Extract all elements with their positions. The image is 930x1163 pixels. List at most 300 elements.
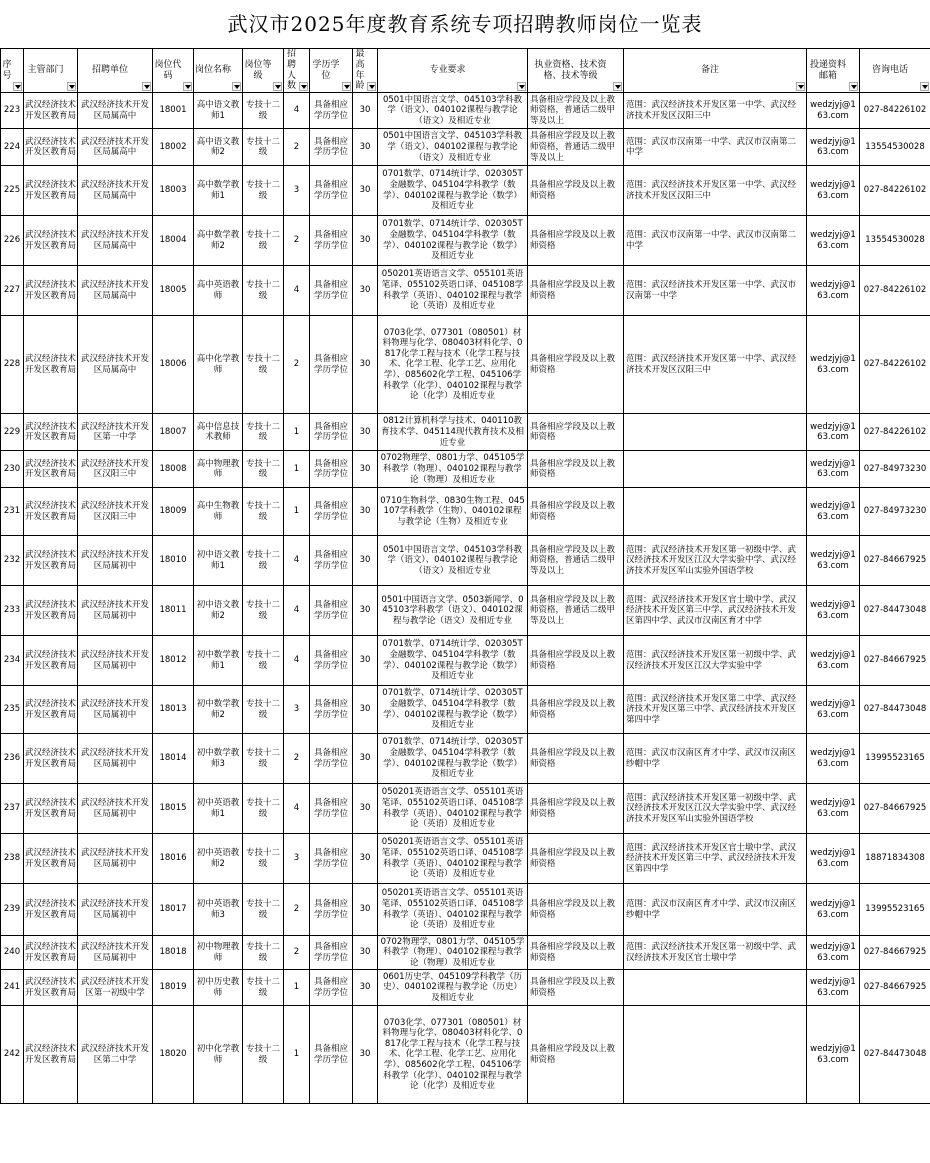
empty-cell[interactable] (860, 1104, 930, 1160)
qualification-cell[interactable]: 具备相应学段及以上教师资格 (528, 734, 624, 784)
max-age-cell[interactable]: 30 (353, 686, 378, 734)
post-code-cell[interactable]: 18008 (153, 451, 194, 488)
headcount-cell[interactable]: 3 (284, 166, 310, 216)
post-level-cell[interactable]: 专技十二级 (243, 636, 284, 686)
post-name-cell[interactable]: 初中数学教师1 (194, 636, 243, 686)
empty-cell[interactable] (624, 1104, 807, 1160)
degree-cell[interactable]: 具备相应学历学位 (310, 536, 353, 586)
major-cell[interactable]: 0501中国语言文学、045103学科教学（语文）、040102课程与教学论（语文）及相近专业 (378, 536, 528, 586)
dept-cell[interactable]: 武汉经济技术开发区教育局 (24, 686, 78, 734)
phone-cell[interactable]: 027-84973230 (860, 488, 930, 536)
empty-cell[interactable] (807, 1104, 860, 1160)
note-cell[interactable] (624, 451, 807, 488)
qualification-cell[interactable]: 具备相应学段及以上教师资格 (528, 216, 624, 266)
note-cell[interactable]: 范围：武汉经济技术开发区第一初级中学、武汉经济技术开发区官士墩中学 (624, 936, 807, 970)
post-code-cell[interactable]: 18001 (153, 93, 194, 129)
phone-cell[interactable]: 027-84667925 (860, 936, 930, 970)
note-cell[interactable] (624, 1006, 807, 1104)
unit-cell[interactable]: 武汉经济技术开发区局属高中 (78, 266, 153, 316)
header-cell[interactable]: 投递资料邮箱 (807, 49, 860, 93)
post-name-cell[interactable]: 初中英语教师2 (194, 834, 243, 884)
empty-cell[interactable] (194, 1104, 243, 1160)
major-cell[interactable]: 0501中国语言文学、0503新闻学、045103学科教学（语文）、040102课程与教学论（语文）及相近专业 (378, 586, 528, 636)
dept-cell[interactable]: 武汉经济技术开发区教育局 (24, 784, 78, 834)
degree-cell[interactable]: 具备相应学历学位 (310, 586, 353, 636)
headcount-cell[interactable]: 1 (284, 1006, 310, 1104)
post-level-cell[interactable]: 专技十二级 (243, 884, 284, 936)
max-age-cell[interactable]: 30 (353, 414, 378, 451)
dept-cell[interactable]: 武汉经济技术开发区教育局 (24, 451, 78, 488)
degree-cell[interactable]: 具备相应学历学位 (310, 451, 353, 488)
phone-cell[interactable]: 027-84473048 (860, 686, 930, 734)
unit-cell[interactable]: 武汉经济技术开发区第二中学 (78, 1006, 153, 1104)
phone-cell[interactable]: 18871834308 (860, 834, 930, 884)
row-number[interactable]: 236 (1, 734, 24, 784)
dept-cell[interactable]: 武汉经济技术开发区教育局 (24, 166, 78, 216)
email-cell[interactable]: wedzjyj@163.com (807, 1006, 860, 1104)
unit-cell[interactable]: 武汉经济技术开发区局属初中 (78, 636, 153, 686)
note-cell[interactable] (624, 970, 807, 1006)
note-cell[interactable]: 范围：武汉经济技术开发区第一初级中学、武汉经济技术开发区江汉大学实验中学、武汉经济技术开发区军山实验外国语学校 (624, 536, 807, 586)
max-age-cell[interactable]: 30 (353, 316, 378, 414)
note-cell[interactable]: 范围：武汉市汉南第一中学、武汉市汉南第二中学 (624, 216, 807, 266)
phone-cell[interactable]: 027-84473048 (860, 1006, 930, 1104)
dept-cell[interactable]: 武汉经济技术开发区教育局 (24, 316, 78, 414)
degree-cell[interactable]: 具备相应学历学位 (310, 316, 353, 414)
post-level-cell[interactable]: 专技十二级 (243, 166, 284, 216)
post-level-cell[interactable]: 专技十二级 (243, 536, 284, 586)
degree-cell[interactable]: 具备相应学历学位 (310, 734, 353, 784)
post-code-cell[interactable]: 18009 (153, 488, 194, 536)
email-cell[interactable]: wedzjyj@163.com (807, 936, 860, 970)
degree-cell[interactable]: 具备相应学历学位 (310, 884, 353, 936)
header-cell[interactable]: 岗位等级 (243, 49, 284, 93)
post-name-cell[interactable]: 初中历史教师 (194, 970, 243, 1006)
unit-cell[interactable]: 武汉经济技术开发区局属高中 (78, 216, 153, 266)
dept-cell[interactable]: 武汉经济技术开发区教育局 (24, 266, 78, 316)
degree-cell[interactable]: 具备相应学历学位 (310, 686, 353, 734)
empty-cell[interactable] (284, 1104, 310, 1160)
filter-dropdown-icon[interactable] (299, 82, 308, 91)
email-cell[interactable]: wedzjyj@163.com (807, 784, 860, 834)
qualification-cell[interactable]: 具备相应学段及以上教师资格 (528, 884, 624, 936)
headcount-cell[interactable]: 2 (284, 734, 310, 784)
row-number[interactable]: 223 (1, 93, 24, 129)
post-level-cell[interactable]: 专技十二级 (243, 129, 284, 166)
filter-dropdown-icon[interactable] (613, 82, 622, 91)
major-cell[interactable]: 0701数学、0714统计学、020305T金融数学、045104学科教学（数学）、040102课程与教学论（数学）及相近专业 (378, 636, 528, 686)
degree-cell[interactable]: 具备相应学历学位 (310, 834, 353, 884)
degree-cell[interactable]: 具备相应学历学位 (310, 936, 353, 970)
degree-cell[interactable]: 具备相应学历学位 (310, 216, 353, 266)
post-code-cell[interactable]: 18012 (153, 636, 194, 686)
major-cell[interactable]: 050201英语语言文学、055101英语笔译、055102英语口译、045108学科教学（英语）、040102课程与教学论（英语）及相近专业 (378, 884, 528, 936)
max-age-cell[interactable]: 30 (353, 451, 378, 488)
qualification-cell[interactable]: 具备相应学段及以上教师资格 (528, 834, 624, 884)
post-code-cell[interactable]: 18006 (153, 316, 194, 414)
post-level-cell[interactable]: 专技十二级 (243, 586, 284, 636)
phone-cell[interactable]: 027-84667925 (860, 970, 930, 1006)
email-cell[interactable]: wedzjyj@163.com (807, 266, 860, 316)
degree-cell[interactable]: 具备相应学历学位 (310, 414, 353, 451)
post-name-cell[interactable]: 高中数学教师2 (194, 216, 243, 266)
max-age-cell[interactable]: 30 (353, 970, 378, 1006)
email-cell[interactable]: wedzjyj@163.com (807, 451, 860, 488)
phone-cell[interactable]: 027-84226102 (860, 166, 930, 216)
max-age-cell[interactable]: 30 (353, 536, 378, 586)
qualification-cell[interactable]: 具备相应学段及以上教师资格 (528, 784, 624, 834)
row-number[interactable]: 232 (1, 536, 24, 586)
note-cell[interactable]: 范围：武汉市汉南区育才中学、武汉市汉南区纱帽中学 (624, 734, 807, 784)
empty-cell[interactable] (378, 1104, 528, 1160)
email-cell[interactable]: wedzjyj@163.com (807, 970, 860, 1006)
email-cell[interactable]: wedzjyj@163.com (807, 488, 860, 536)
empty-cell[interactable] (528, 1104, 624, 1160)
headcount-cell[interactable]: 4 (284, 536, 310, 586)
post-name-cell[interactable]: 高中数学教师1 (194, 166, 243, 216)
post-code-cell[interactable]: 18010 (153, 536, 194, 586)
headcount-cell[interactable]: 1 (284, 414, 310, 451)
qualification-cell[interactable]: 具备相应学段及以上教师资格 (528, 451, 624, 488)
phone-cell[interactable]: 027-84667925 (860, 784, 930, 834)
header-cell[interactable]: 执业资格、技术资格、技术等级 (528, 49, 624, 93)
phone-cell[interactable]: 027-84667925 (860, 536, 930, 586)
dept-cell[interactable]: 武汉经济技术开发区教育局 (24, 884, 78, 936)
major-cell[interactable]: 0501中国语言文学、045103学科教学（语文）、040102课程与教学论（语文）及相近专业 (378, 129, 528, 166)
phone-cell[interactable]: 027-84973230 (860, 451, 930, 488)
post-level-cell[interactable]: 专技十二级 (243, 266, 284, 316)
post-name-cell[interactable]: 初中英语教师1 (194, 784, 243, 834)
degree-cell[interactable]: 具备相应学历学位 (310, 166, 353, 216)
max-age-cell[interactable]: 30 (353, 1006, 378, 1104)
post-level-cell[interactable]: 专技十二级 (243, 784, 284, 834)
unit-cell[interactable]: 武汉经济技术开发区局属初中 (78, 784, 153, 834)
max-age-cell[interactable]: 30 (353, 488, 378, 536)
header-cell[interactable]: 备注 (624, 49, 807, 93)
dept-cell[interactable]: 武汉经济技术开发区教育局 (24, 93, 78, 129)
note-cell[interactable]: 范围：武汉经济技术开发区第一初级中学、武汉经济技术开发区江汉大学实验中学 (624, 636, 807, 686)
post-code-cell[interactable]: 18004 (153, 216, 194, 266)
unit-cell[interactable]: 武汉经济技术开发区第一初级中学 (78, 970, 153, 1006)
post-level-cell[interactable]: 专技十二级 (243, 1006, 284, 1104)
post-name-cell[interactable]: 高中语文教师1 (194, 93, 243, 129)
max-age-cell[interactable]: 30 (353, 586, 378, 636)
post-level-cell[interactable]: 专技十二级 (243, 834, 284, 884)
max-age-cell[interactable]: 30 (353, 884, 378, 936)
post-name-cell[interactable]: 初中数学教师3 (194, 734, 243, 784)
headcount-cell[interactable]: 2 (284, 884, 310, 936)
qualification-cell[interactable]: 具备相应学段及以上教师资格 (528, 316, 624, 414)
dept-cell[interactable]: 武汉经济技术开发区教育局 (24, 536, 78, 586)
dept-cell[interactable]: 武汉经济技术开发区教育局 (24, 1006, 78, 1104)
note-cell[interactable]: 范围：武汉经济技术开发区第一中学、武汉经济技术开发区汉阳三中 (624, 166, 807, 216)
phone-cell[interactable]: 027-84226102 (860, 414, 930, 451)
note-cell[interactable]: 范围：武汉市汉南第一中学、武汉市汉南第二中学 (624, 129, 807, 166)
row-number[interactable]: 241 (1, 970, 24, 1006)
filter-dropdown-icon[interactable] (920, 82, 929, 91)
major-cell[interactable]: 0703化学、077301（080501）材料物理与化学、080403材料化学、0817化学工程与技术（化学工程与技术、化学工程、化学工艺、应用化学）、085602化学工程、045106学科教学（化学）、040102课程与教学论（化学）及相近专业 (378, 1006, 528, 1104)
post-code-cell[interactable]: 18014 (153, 734, 194, 784)
row-number[interactable]: 229 (1, 414, 24, 451)
filter-dropdown-icon[interactable] (796, 82, 805, 91)
post-level-cell[interactable]: 专技十二级 (243, 451, 284, 488)
post-code-cell[interactable]: 18015 (153, 784, 194, 834)
post-level-cell[interactable]: 专技十二级 (243, 970, 284, 1006)
dept-cell[interactable]: 武汉经济技术开发区教育局 (24, 216, 78, 266)
empty-cell[interactable] (243, 1104, 284, 1160)
post-name-cell[interactable]: 初中语文教师2 (194, 586, 243, 636)
header-cell[interactable]: 招聘单位 (78, 49, 153, 93)
post-name-cell[interactable]: 初中语文教师1 (194, 536, 243, 586)
post-code-cell[interactable]: 18005 (153, 266, 194, 316)
dept-cell[interactable]: 武汉经济技术开发区教育局 (24, 414, 78, 451)
unit-cell[interactable]: 武汉经济技术开发区汉阳三中 (78, 488, 153, 536)
post-code-cell[interactable]: 18017 (153, 884, 194, 936)
filter-dropdown-icon[interactable] (367, 82, 376, 91)
email-cell[interactable]: wedzjyj@163.com (807, 536, 860, 586)
headcount-cell[interactable]: 2 (284, 129, 310, 166)
phone-cell[interactable]: 13554530028 (860, 216, 930, 266)
phone-cell[interactable]: 13554530028 (860, 129, 930, 166)
major-cell[interactable]: 0812计算机科学与技术、040110教育技术学、045114现代教育技术及相近专业 (378, 414, 528, 451)
dept-cell[interactable]: 武汉经济技术开发区教育局 (24, 734, 78, 784)
filter-dropdown-icon[interactable] (232, 82, 241, 91)
email-cell[interactable]: wedzjyj@163.com (807, 734, 860, 784)
row-number[interactable]: 237 (1, 784, 24, 834)
post-name-cell[interactable]: 高中语文教师2 (194, 129, 243, 166)
degree-cell[interactable]: 具备相应学历学位 (310, 129, 353, 166)
row-number[interactable]: 226 (1, 216, 24, 266)
unit-cell[interactable]: 武汉经济技术开发区局属初中 (78, 834, 153, 884)
headcount-cell[interactable]: 1 (284, 488, 310, 536)
dept-cell[interactable]: 武汉经济技术开发区教育局 (24, 129, 78, 166)
email-cell[interactable]: wedzjyj@163.com (807, 316, 860, 414)
degree-cell[interactable]: 具备相应学历学位 (310, 784, 353, 834)
unit-cell[interactable]: 武汉经济技术开发区第一中学 (78, 414, 153, 451)
qualification-cell[interactable]: 具备相应学段及以上教师资格 (528, 686, 624, 734)
header-cell[interactable]: 岗位代码 (153, 49, 194, 93)
empty-cell[interactable] (353, 1104, 378, 1160)
qualification-cell[interactable]: 具备相应学段及以上教师资格，普通话二级甲等及以上 (528, 93, 624, 129)
phone-cell[interactable]: 027-84473048 (860, 586, 930, 636)
dept-cell[interactable]: 武汉经济技术开发区教育局 (24, 586, 78, 636)
row-number[interactable]: 240 (1, 936, 24, 970)
qualification-cell[interactable]: 具备相应学段及以上教师资格 (528, 414, 624, 451)
empty-cell[interactable] (24, 1104, 78, 1160)
unit-cell[interactable]: 武汉经济技术开发区局属高中 (78, 93, 153, 129)
unit-cell[interactable]: 武汉经济技术开发区局属初中 (78, 686, 153, 734)
row-number[interactable]: 227 (1, 266, 24, 316)
post-level-cell[interactable]: 专技十二级 (243, 936, 284, 970)
row-number[interactable]: 224 (1, 129, 24, 166)
post-name-cell[interactable]: 高中信息技术教师 (194, 414, 243, 451)
dept-cell[interactable]: 武汉经济技术开发区教育局 (24, 834, 78, 884)
note-cell[interactable]: 范围：武汉经济技术开发区官士墩中学、武汉经济技术开发区第三中学、武汉经济技术开发区第四中学 (624, 834, 807, 884)
unit-cell[interactable]: 武汉经济技术开发区局属初中 (78, 536, 153, 586)
headcount-cell[interactable]: 4 (284, 784, 310, 834)
headcount-cell[interactable]: 1 (284, 970, 310, 1006)
major-cell[interactable]: 0703化学、077301（080501）材料物理与化学、080403材料化学、0817化学工程与技术（化学工程与技术、化学工程、化学工艺、应用化学）、085602化学工程、045106学科教学（化学）、040102课程与教学论（化学）及相近专业 (378, 316, 528, 414)
email-cell[interactable]: wedzjyj@163.com (807, 884, 860, 936)
post-level-cell[interactable]: 专技十二级 (243, 316, 284, 414)
major-cell[interactable]: 0710生物科学、0830生物工程、045107学科教学（生物）、040102课程与教学论（生物）及相近专业 (378, 488, 528, 536)
qualification-cell[interactable]: 具备相应学段及以上教师资格，普通话二级甲等及以上 (528, 586, 624, 636)
note-cell[interactable] (624, 414, 807, 451)
max-age-cell[interactable]: 30 (353, 784, 378, 834)
header-cell[interactable]: 序号 (1, 49, 24, 93)
row-number[interactable]: 238 (1, 834, 24, 884)
headcount-cell[interactable]: 2 (284, 216, 310, 266)
filter-dropdown-icon[interactable] (67, 82, 76, 91)
headcount-cell[interactable]: 4 (284, 266, 310, 316)
max-age-cell[interactable]: 30 (353, 936, 378, 970)
dept-cell[interactable]: 武汉经济技术开发区教育局 (24, 970, 78, 1006)
row-number[interactable]: 231 (1, 488, 24, 536)
post-code-cell[interactable]: 18018 (153, 936, 194, 970)
post-name-cell[interactable]: 高中化学教师 (194, 316, 243, 414)
row-number[interactable]: 225 (1, 166, 24, 216)
header-cell[interactable]: 岗位名称 (194, 49, 243, 93)
post-code-cell[interactable]: 18013 (153, 686, 194, 734)
post-name-cell[interactable]: 高中物理教师 (194, 451, 243, 488)
major-cell[interactable]: 050201英语语言文学、055101英语笔译、055102英语口译、045108学科教学（英语）、040102课程与教学论（英语）及相近专业 (378, 834, 528, 884)
phone-cell[interactable]: 027-84226102 (860, 316, 930, 414)
header-cell[interactable]: 招聘人数 (284, 49, 310, 93)
headcount-cell[interactable]: 2 (284, 316, 310, 414)
major-cell[interactable]: 0701数学、0714统计学、020305T金融数学、045104学科教学（数学）、040102课程与教学论（数学）及相近专业 (378, 686, 528, 734)
note-cell[interactable]: 范围：武汉经济技术开发区第一中学、武汉经济技术开发区汉阳三中 (624, 93, 807, 129)
major-cell[interactable]: 050201英语语言文学、055101英语笔译、055102英语口译、045108学科教学（英语）、040102课程与教学论（英语）及相近专业 (378, 784, 528, 834)
degree-cell[interactable]: 具备相应学历学位 (310, 970, 353, 1006)
unit-cell[interactable]: 武汉经济技术开发区局属初中 (78, 734, 153, 784)
email-cell[interactable]: wedzjyj@163.com (807, 834, 860, 884)
email-cell[interactable]: wedzjyj@163.com (807, 686, 860, 734)
filter-dropdown-icon[interactable] (183, 82, 192, 91)
unit-cell[interactable]: 武汉经济技术开发区局属初中 (78, 936, 153, 970)
row-number[interactable]: 233 (1, 586, 24, 636)
major-cell[interactable]: 0702物理学、0801力学、045105学科教学（物理）、040102课程与教学论（物理）及相近专业 (378, 936, 528, 970)
row-number[interactable]: 234 (1, 636, 24, 686)
header-cell[interactable]: 咨询电话 (860, 49, 930, 93)
filter-dropdown-icon[interactable] (517, 82, 526, 91)
note-cell[interactable]: 范围：武汉经济技术开发区第一中学、武汉经济技术开发区汉阳三中 (624, 316, 807, 414)
empty-cell[interactable] (78, 1104, 153, 1160)
note-cell[interactable]: 范围：武汉经济技术开发区官士墩中学、武汉经济技术开发区第三中学、武汉经济技术开发区第四中学、武汉市汉南区育才中学 (624, 586, 807, 636)
degree-cell[interactable]: 具备相应学历学位 (310, 93, 353, 129)
header-cell[interactable]: 学历学位 (310, 49, 353, 93)
dept-cell[interactable]: 武汉经济技术开发区教育局 (24, 636, 78, 686)
unit-cell[interactable]: 武汉经济技术开发区汉阳三中 (78, 451, 153, 488)
filter-dropdown-icon[interactable] (273, 82, 282, 91)
row-number[interactable]: 239 (1, 884, 24, 936)
qualification-cell[interactable]: 具备相应学段及以上教师资格 (528, 166, 624, 216)
unit-cell[interactable]: 武汉经济技术开发区局属高中 (78, 129, 153, 166)
headcount-cell[interactable]: 1 (284, 451, 310, 488)
row-number[interactable]: 235 (1, 686, 24, 734)
note-cell[interactable]: 范围：武汉经济技术开发区第一初级中学、武汉经济技术开发区江汉大学实验中学、武汉经济技术开发区军山实验外国语学校 (624, 784, 807, 834)
headcount-cell[interactable]: 3 (284, 686, 310, 734)
phone-cell[interactable]: 027-84226102 (860, 93, 930, 129)
empty-cell[interactable] (1, 1104, 24, 1160)
dept-cell[interactable]: 武汉经济技术开发区教育局 (24, 488, 78, 536)
email-cell[interactable]: wedzjyj@163.com (807, 414, 860, 451)
qualification-cell[interactable]: 具备相应学段及以上教师资格 (528, 1006, 624, 1104)
degree-cell[interactable]: 具备相应学历学位 (310, 1006, 353, 1104)
qualification-cell[interactable]: 具备相应学段及以上教师资格，普通话二级甲等及以上 (528, 536, 624, 586)
post-level-cell[interactable]: 专技十二级 (243, 488, 284, 536)
post-code-cell[interactable]: 18019 (153, 970, 194, 1006)
qualification-cell[interactable]: 具备相应学段及以上教师资格 (528, 488, 624, 536)
filter-dropdown-icon[interactable] (342, 82, 351, 91)
unit-cell[interactable]: 武汉经济技术开发区局属初中 (78, 586, 153, 636)
major-cell[interactable]: 0702物理学、0801力学、045105学科教学（物理）、040102课程与教学论（物理）及相近专业 (378, 451, 528, 488)
post-code-cell[interactable]: 18016 (153, 834, 194, 884)
note-cell[interactable] (624, 488, 807, 536)
qualification-cell[interactable]: 具备相应学段及以上教师资格 (528, 970, 624, 1006)
row-number[interactable]: 242 (1, 1006, 24, 1104)
qualification-cell[interactable]: 具备相应学段及以上教师资格 (528, 636, 624, 686)
phone-cell[interactable]: 027-84667925 (860, 636, 930, 686)
post-level-cell[interactable]: 专技十二级 (243, 216, 284, 266)
post-name-cell[interactable]: 初中物理教师 (194, 936, 243, 970)
qualification-cell[interactable]: 具备相应学段及以上教师资格 (528, 936, 624, 970)
qualification-cell[interactable]: 具备相应学段及以上教师资格 (528, 266, 624, 316)
email-cell[interactable]: wedzjyj@163.com (807, 586, 860, 636)
headcount-cell[interactable]: 4 (284, 636, 310, 686)
max-age-cell[interactable]: 30 (353, 636, 378, 686)
major-cell[interactable]: 0701数学、0714统计学、020305T金融数学、045104学科教学（数学）、040102课程与教学论（数学）及相近专业 (378, 166, 528, 216)
max-age-cell[interactable]: 30 (353, 93, 378, 129)
dept-cell[interactable]: 武汉经济技术开发区教育局 (24, 936, 78, 970)
major-cell[interactable]: 0601历史学、045109学科教学（历史）、040102课程与教学论（历史）及相近专业 (378, 970, 528, 1006)
post-level-cell[interactable]: 专技十二级 (243, 93, 284, 129)
empty-cell[interactable] (153, 1104, 194, 1160)
major-cell[interactable]: 050201英语语言文学、055101英语笔译、055102英语口译、045108学科教学（英语）、040102课程与教学论（英语）及相近专业 (378, 266, 528, 316)
phone-cell[interactable]: 027-84226102 (860, 266, 930, 316)
filter-dropdown-icon[interactable] (142, 82, 151, 91)
degree-cell[interactable]: 具备相应学历学位 (310, 266, 353, 316)
email-cell[interactable]: wedzjyj@163.com (807, 93, 860, 129)
post-level-cell[interactable]: 专技十二级 (243, 414, 284, 451)
unit-cell[interactable]: 武汉经济技术开发区局属高中 (78, 166, 153, 216)
post-code-cell[interactable]: 18020 (153, 1006, 194, 1104)
post-level-cell[interactable]: 专技十二级 (243, 734, 284, 784)
max-age-cell[interactable]: 30 (353, 166, 378, 216)
qualification-cell[interactable]: 具备相应学段及以上教师资格，普通话二级甲等及以上 (528, 129, 624, 166)
degree-cell[interactable]: 具备相应学历学位 (310, 636, 353, 686)
post-code-cell[interactable]: 18007 (153, 414, 194, 451)
header-cell[interactable]: 最高年龄 (353, 49, 378, 93)
header-cell[interactable]: 主管部门 (24, 49, 78, 93)
email-cell[interactable]: wedzjyj@163.com (807, 216, 860, 266)
empty-cell[interactable] (310, 1104, 353, 1160)
email-cell[interactable]: wedzjyj@163.com (807, 129, 860, 166)
max-age-cell[interactable]: 30 (353, 734, 378, 784)
headcount-cell[interactable]: 2 (284, 936, 310, 970)
phone-cell[interactable]: 13995523165 (860, 734, 930, 784)
max-age-cell[interactable]: 30 (353, 834, 378, 884)
note-cell[interactable]: 范围：武汉市汉南区育才中学、武汉市汉南区纱帽中学 (624, 884, 807, 936)
post-code-cell[interactable]: 18011 (153, 586, 194, 636)
post-name-cell[interactable]: 高中生物教师 (194, 488, 243, 536)
major-cell[interactable]: 0701数学、0714统计学、020305T金融数学、045104学科教学（数学）、040102课程与教学论（数学）及相近专业 (378, 734, 528, 784)
filter-dropdown-icon[interactable] (849, 82, 858, 91)
headcount-cell[interactable]: 4 (284, 586, 310, 636)
header-cell[interactable]: 专业要求 (378, 49, 528, 93)
filter-dropdown-icon[interactable] (13, 82, 22, 91)
degree-cell[interactable]: 具备相应学历学位 (310, 488, 353, 536)
post-level-cell[interactable]: 专技十二级 (243, 686, 284, 734)
